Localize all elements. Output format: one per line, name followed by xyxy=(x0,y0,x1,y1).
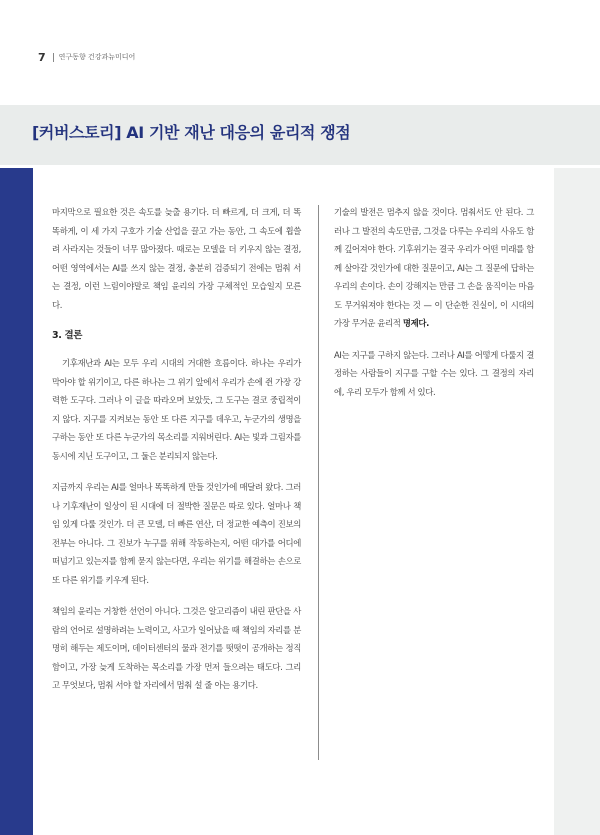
column-divider xyxy=(318,205,319,760)
conclusion-heading: 3. 결론 xyxy=(52,330,83,341)
conclusion-paragraph-1: 기후재난과 AI는 모두 우리 시대의 거대한 흐름이다. 하나는 우리가 막아야 할 위기이고, 다른 하나는 그 위기 앞에서 우리가 손에 쥔 가장 강력한 도구다. 그러나 이 글을 따라오며 보았듯, 그 도구는 결코 중립적이지 않다. 지구를 지켜보는 동안 또 다른 지구를 데우고, 누군가의 생명을 구하는 동안 또 다른 누군가의 목소리를 지워버린다. AI는 빛과 그림자를 동시에 지닌 도구이고, 그 둘은 분리되지 않는다. xyxy=(52,358,301,461)
header-separator xyxy=(53,53,54,62)
right-paragraph-1-emphasis: 명제다. xyxy=(402,318,429,328)
right-paragraph-1 xyxy=(334,203,534,333)
section-title: [커버스토리] AI 기반 재난 대응의 윤리적 쟁점 xyxy=(32,123,351,142)
conclusion-paragraph-2: 지금까지 우리는 AI를 얼마나 똑똑하게 만들 것인가에 매달려 왔다. 그러나 기후재난이 일상이 된 시대에 더 절박한 질문은 따로 있다. 얼마나 책임 있게 다룰 것인가. 더 큰 모델, 더 빠른 연산, 더 정교한 예측이 진보의 전부는 아니다. 그 진보가 누구를 위해 작동하는지, 어떤 대가를 어디에 떠넘기고 있는지를 함께 묻지 않는다면, 우리는 위기를 해결하는 손으로 또 다른 위기를 키우게 된다. xyxy=(52,482,301,585)
right-paragraph-1-body: 기술의 발전은 멈추지 않을 것이다. 멈춰서도 안 된다. 그러나 그 발전의 속도만큼, 그것을 다루는 우리의 사유도 함께 깊어져야 한다. 기후위기는 결국 우리가 어떤 미래를 함께 살아갈 것인가에 대한 질문이고, AI는 그 질문에 답하는 우리의 손이다. 손이 강해지는 만큼 그 손을 움직이는 마음도 무거워져야 한다는 것 — 이 단순한 진실이, 이 시대의 가장 무거운 윤리적 xyxy=(334,207,534,328)
page-number: 7 xyxy=(38,50,46,64)
left-column xyxy=(52,203,301,708)
page-header xyxy=(38,49,135,65)
intro-paragraph: 마지막으로 필요한 것은 속도를 늦출 용기다. 더 빠르게, 더 크게, 더 똑똑하게, 이 세 가지 구호가 기술 산업을 끌고 가는 동안, 그 속도에 휩쓸려 사라지는 것들이 너무 많아졌다. 때로는 모델을 더 키우지 않는 결정, 어떤 영역에서는 AI를 쓰지 않는 결정, 충분히 검증되기 전에는 멈춰 서는 결정, 이런 느림이야말로 책임 윤리의 가장 구체적인 모습일지 모른다. xyxy=(52,207,301,310)
accent-bar xyxy=(0,168,33,835)
conclusion-paragraph-3: 책임의 윤리는 거창한 선언이 아니다. 그것은 알고리즘이 내린 판단을 사람의 언어로 설명하려는 노력이고, 사고가 일어났을 때 책임의 자리를 분명히 해두는 제도이며, 데이터센터의 물과 전기를 떳떳이 공개하는 정직함이고, 가장 늦게 도착하는 목소리를 가장 먼저 들으려는 태도다. 그리고 무엇보다, 멈춰 서야 할 자리에서 멈춰 설 줄 아는 용기다. xyxy=(52,606,301,690)
right-gutter xyxy=(554,168,600,835)
right-column xyxy=(334,203,534,414)
right-paragraph-2: AI는 지구를 구하지 않는다. 그러나 AI를 어떻게 다룰지 결정하는 사람들이 지구를 구할 수는 있다. 그 결정의 자리에, 우리 모두가 함께 서 있다. xyxy=(334,349,534,397)
series-label: 연구동향 건강과뉴미디어 xyxy=(58,53,136,61)
